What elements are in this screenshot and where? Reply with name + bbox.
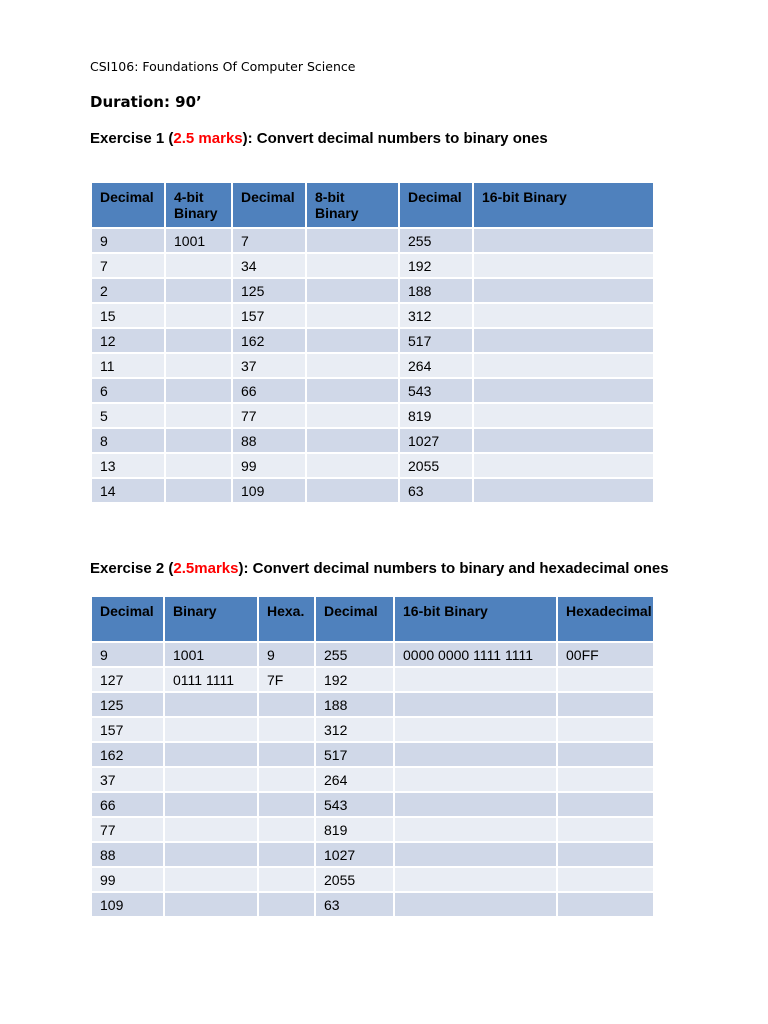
duration-label: Duration: 90’ <box>90 93 202 111</box>
table-cell: 0000 0000 1111 1111 <box>394 642 557 667</box>
table-cell: 162 <box>232 328 306 353</box>
column-header: Decimal <box>315 596 394 642</box>
table-cell <box>258 767 315 792</box>
exercise-1-title <box>90 130 548 147</box>
table-cell <box>473 278 654 303</box>
column-header: Decimal <box>232 182 306 228</box>
table-cell: 264 <box>399 353 473 378</box>
table-cell <box>306 328 399 353</box>
column-header: 16-bit Binary <box>473 182 654 228</box>
table-cell <box>258 792 315 817</box>
table-cell: 63 <box>399 478 473 503</box>
table-row <box>91 353 654 378</box>
table-cell <box>258 717 315 742</box>
table-row <box>91 278 654 303</box>
table-cell <box>306 453 399 478</box>
table-cell <box>258 817 315 842</box>
table-cell <box>306 403 399 428</box>
table-cell <box>164 742 258 767</box>
exercise-1-title-prefix: Exercise 1 ( <box>90 130 174 147</box>
table-row <box>91 303 654 328</box>
table-cell <box>165 428 232 453</box>
column-header: 8-bit Binary <box>306 182 399 228</box>
table-cell <box>394 817 557 842</box>
table-cell: 99 <box>91 867 164 892</box>
table-cell <box>394 867 557 892</box>
table-cell: 99 <box>232 453 306 478</box>
table-cell: 6 <box>91 378 165 403</box>
table-cell <box>306 228 399 253</box>
table-cell: 9 <box>91 642 164 667</box>
table-cell: 13 <box>91 453 165 478</box>
table-cell: 162 <box>91 742 164 767</box>
table-header-row <box>91 596 654 642</box>
exercise-1-table <box>90 181 655 504</box>
table-cell <box>165 378 232 403</box>
table-cell <box>473 378 654 403</box>
table-cell: 127 <box>91 667 164 692</box>
table-row <box>91 253 654 278</box>
table-cell: 109 <box>91 892 164 917</box>
table-cell <box>394 792 557 817</box>
column-header: Decimal <box>399 182 473 228</box>
table-cell: 157 <box>232 303 306 328</box>
table-cell <box>258 742 315 767</box>
table-cell: 88 <box>232 428 306 453</box>
table-cell: 34 <box>232 253 306 278</box>
table-cell: 88 <box>91 842 164 867</box>
table-cell <box>473 303 654 328</box>
table-row <box>91 478 654 503</box>
table-cell: 312 <box>399 303 473 328</box>
table-row <box>91 228 654 253</box>
table-cell <box>165 353 232 378</box>
exercise-1-title-suffix: ): Convert decimal numbers to binary ones <box>242 130 548 147</box>
table-cell <box>258 692 315 717</box>
table-row <box>91 378 654 403</box>
table-cell: 517 <box>315 742 394 767</box>
table-cell <box>394 892 557 917</box>
exercise-2-title-suffix: ): Convert decimal numbers to binary and hexadecimal ones <box>238 560 669 577</box>
table-cell: 125 <box>91 692 164 717</box>
table-cell: 8 <box>91 428 165 453</box>
table-cell <box>164 892 258 917</box>
exercise-2-title-prefix: Exercise 2 ( <box>90 560 174 577</box>
table-cell <box>164 717 258 742</box>
table-cell: 77 <box>91 817 164 842</box>
table-cell: 66 <box>91 792 164 817</box>
table-cell <box>165 278 232 303</box>
table-cell <box>164 767 258 792</box>
table-cell <box>394 667 557 692</box>
table-cell <box>306 378 399 403</box>
table-cell <box>306 253 399 278</box>
table-cell <box>165 453 232 478</box>
column-header: 4-bit Binary <box>165 182 232 228</box>
table-cell <box>165 253 232 278</box>
table-cell: 9 <box>91 228 165 253</box>
table-row <box>91 867 654 892</box>
table-cell <box>165 478 232 503</box>
table-cell <box>557 892 654 917</box>
table-cell <box>394 692 557 717</box>
table-cell: 109 <box>232 478 306 503</box>
table-cell <box>473 453 654 478</box>
table-row <box>91 842 654 867</box>
table-cell <box>306 478 399 503</box>
table-cell <box>394 717 557 742</box>
table-cell: 11 <box>91 353 165 378</box>
table-cell <box>557 692 654 717</box>
table-cell: 77 <box>232 403 306 428</box>
table-cell <box>557 767 654 792</box>
table-cell <box>473 228 654 253</box>
table-cell <box>165 328 232 353</box>
table-cell <box>557 817 654 842</box>
table-cell: 255 <box>399 228 473 253</box>
table-cell: 517 <box>399 328 473 353</box>
table-row <box>91 328 654 353</box>
table-cell <box>306 353 399 378</box>
course-title: CSI106: Foundations Of Computer Science <box>90 59 356 74</box>
table-cell <box>258 867 315 892</box>
table-cell: 125 <box>232 278 306 303</box>
exercise-1-marks: 2.5 marks <box>173 130 243 147</box>
table-cell: 2055 <box>399 453 473 478</box>
table-cell <box>394 842 557 867</box>
table-cell: 188 <box>315 692 394 717</box>
table-row <box>91 892 654 917</box>
table-cell <box>473 253 654 278</box>
table-cell: 9 <box>258 642 315 667</box>
table-cell <box>557 742 654 767</box>
table-cell <box>306 278 399 303</box>
table-row <box>91 428 654 453</box>
table-row <box>91 403 654 428</box>
table-cell: 12 <box>91 328 165 353</box>
column-header: 16-bit Binary <box>394 596 557 642</box>
table-cell <box>557 792 654 817</box>
table-cell: 1027 <box>315 842 394 867</box>
column-header: Hexa. <box>258 596 315 642</box>
table-cell <box>473 428 654 453</box>
table-row <box>91 692 654 717</box>
table-cell <box>306 428 399 453</box>
table-cell: 255 <box>315 642 394 667</box>
table-cell <box>473 328 654 353</box>
table-row <box>91 817 654 842</box>
table-row <box>91 642 654 667</box>
table-cell <box>473 403 654 428</box>
table-cell: 264 <box>315 767 394 792</box>
table-cell: 312 <box>315 717 394 742</box>
table-cell <box>473 478 654 503</box>
table-cell: 1027 <box>399 428 473 453</box>
column-header: Binary <box>164 596 258 642</box>
column-header: Hexadecimal <box>557 596 654 642</box>
table-row <box>91 717 654 742</box>
table-cell <box>557 867 654 892</box>
table-cell: 14 <box>91 478 165 503</box>
table-cell <box>164 842 258 867</box>
column-header: Decimal <box>91 596 164 642</box>
table-row <box>91 453 654 478</box>
table-cell: 63 <box>315 892 394 917</box>
table-row <box>91 667 654 692</box>
table-cell: 00FF <box>557 642 654 667</box>
table-header-row <box>91 182 654 228</box>
exercise-2-marks: 2.5marks <box>173 560 239 577</box>
table-cell: 192 <box>315 667 394 692</box>
table-cell <box>473 353 654 378</box>
exercise-2-title <box>90 560 669 577</box>
table-cell: 5 <box>91 403 165 428</box>
table-cell <box>164 867 258 892</box>
table-cell: 192 <box>399 253 473 278</box>
column-header: Decimal <box>91 182 165 228</box>
table-cell: 188 <box>399 278 473 303</box>
table-cell <box>165 303 232 328</box>
table-cell: 0111 1111 <box>164 667 258 692</box>
table-cell: 819 <box>399 403 473 428</box>
table-cell: 157 <box>91 717 164 742</box>
table-row <box>91 767 654 792</box>
table-cell: 7 <box>91 253 165 278</box>
table-cell <box>306 303 399 328</box>
table-cell: 37 <box>91 767 164 792</box>
table-cell <box>164 817 258 842</box>
table-cell: 7F <box>258 667 315 692</box>
table-cell <box>258 892 315 917</box>
table-cell <box>394 742 557 767</box>
table-cell <box>164 792 258 817</box>
table-cell: 1001 <box>164 642 258 667</box>
table-cell: 66 <box>232 378 306 403</box>
table-cell <box>165 403 232 428</box>
table-row <box>91 792 654 817</box>
table-cell <box>557 717 654 742</box>
table-cell: 543 <box>399 378 473 403</box>
table-cell: 7 <box>232 228 306 253</box>
table-cell <box>557 842 654 867</box>
exercise-2-table <box>90 595 655 918</box>
table-cell: 37 <box>232 353 306 378</box>
table-cell <box>557 667 654 692</box>
table-cell: 819 <box>315 817 394 842</box>
table-cell: 1001 <box>165 228 232 253</box>
table-cell: 15 <box>91 303 165 328</box>
table-cell <box>258 842 315 867</box>
table-cell: 2055 <box>315 867 394 892</box>
table-cell <box>394 767 557 792</box>
table-cell: 543 <box>315 792 394 817</box>
table-cell: 2 <box>91 278 165 303</box>
table-row <box>91 742 654 767</box>
table-cell <box>164 692 258 717</box>
